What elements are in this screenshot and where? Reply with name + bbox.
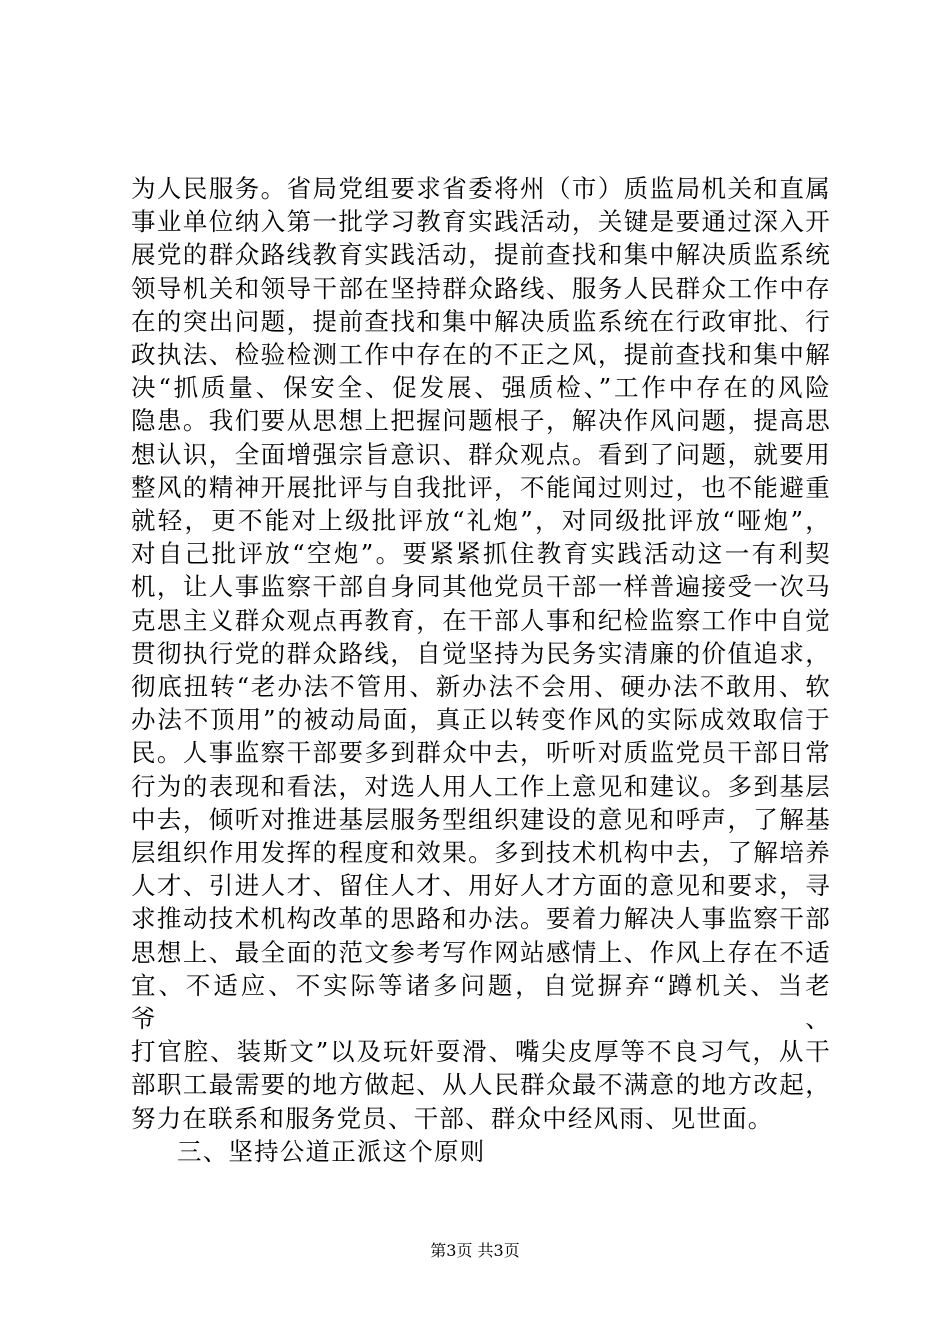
text-line: 想认识，全面增强宗旨意识、群众观点。看到了问题，就要用 [131,439,831,469]
text-line: 彻底扭转“老办法不管用、新办法不会用、硬办法不敢用、软 [131,672,831,702]
text-line: 贯彻执行党的群众路线，自觉坚持为民务实清廉的价值追求， [131,638,831,668]
section-heading: 三、坚持公道正派这个原则 [177,1136,486,1166]
text-line: 人才、引进人才、留住人才、用好人才方面的意见和要求，寻 [131,871,831,901]
text-line: 中去，倾听对推进基层服务型组织建设的意见和呼声，了解基 [131,804,831,834]
text-line: 为人民服务。省局党组要求省委将州（市）质监局机关和直属 [131,174,831,203]
text-line: 求推动技术机构改革的思路和办法。要着力解决人事监察干部 [131,904,831,934]
body-paragraph [131,172,831,1168]
text-line: 隐患。我们要从思想上把握问题根子，解决作风问题，提高思 [131,406,831,436]
text-line: 就轻，更不能对上级批评放“礼炮”，对同级批评放“哑炮”， [131,506,831,536]
text-line: 对自己批评放“空炮”。要紧紧抓住教育实践活动这一有利契 [131,539,831,569]
text-line: 机，让人事监察干部自身同其他党员干部一样普遍接受一次马 [131,572,831,602]
text-line: 打官腔、装斯文”以及玩奸耍滑、嘴尖皮厚等不良习气，从干 [131,1037,831,1067]
text-line: 层组织作用发挥的程度和效果。多到技术机构中去，了解培养 [131,838,831,868]
text-line: 办法不顶用”的被动局面，真正以转变作风的实际成效取信于 [131,705,831,735]
text-line-last: 努力在联系和服务党员、干部、群众中经风雨、见世面。 [131,1103,774,1133]
text-line: 决“抓质量、保安全、促发展、强质检、”工作中存在的风险 [131,373,831,403]
page-footer [0,1241,950,1261]
text-line: 宜、不适应、不实际等诸多问题，自觉摒弃“蹲机关、当老爷、 [131,970,831,1034]
text-line: 思想上、最全面的范文参考写作网站感情上、作风上存在不适 [131,937,831,967]
text-line: 事业单位纳入第一批学习教育实践活动，关键是要通过深入开 [131,207,831,237]
text-line: 在的突出问题，提前查找和集中解决质监系统在行政审批、行 [131,306,831,336]
text-line: 部职工最需要的地方做起、从人民群众最不满意的地方改起， [131,1070,831,1100]
text-line: 整风的精神开展批评与自我批评，不能闻过则过，也不能避重 [131,472,831,502]
text-line: 政执法、检验检测工作中存在的不正之风，提前查找和集中解 [131,340,831,370]
text-line: 领导机关和领导干部在坚持群众路线、服务人民群众工作中存 [131,273,831,303]
text-line: 行为的表现和看法，对选人用人工作上意见和建议。多到基层 [131,771,831,801]
text-line: 民。人事监察干部要多到群众中去，听听对质监党员干部日常 [131,738,831,768]
page-number-label: 第3页 共3页 [430,1241,520,1260]
text-line: 克思主义群众观点再教育，在干部人事和纪检监察工作中自觉 [131,605,831,635]
text-line: 展党的群众路线教育实践活动，提前查找和集中解决质监系统 [131,240,831,270]
